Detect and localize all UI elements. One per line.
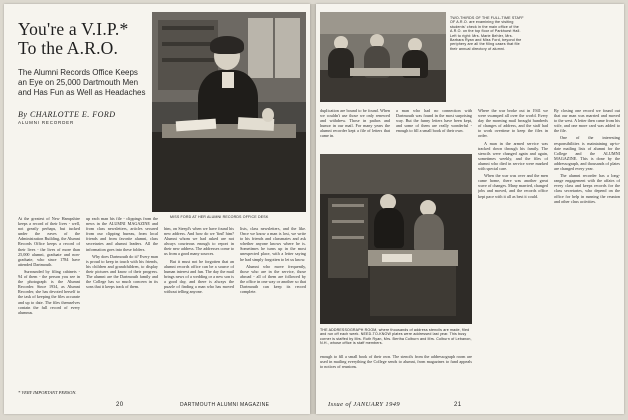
right-top-photo-caption: TWO-THIRDS OF THE FULL-TIME STAFF OF A.R.O. are examining the visiting students' check in the main office of the A.R.O. on the top floor of Parkhurst Hall. Left to right: Mrs. Marie Behler, Mrs. Barbara Ryan and Miss Ford, beyond the periphery are all the filing cases that file their annual directory of alumni.	[450, 16, 524, 51]
right-page-number: 21	[454, 402, 462, 408]
paragraph: By closing one record we found out that our man was married and moved to the west. A letter then came from his wife, and one more card was added to the file.	[554, 108, 620, 134]
left-magazine-name: DARTMOUTH ALUMNI MAGAZINE	[180, 402, 270, 408]
body-column-5	[320, 108, 390, 150]
body-column-2	[86, 216, 158, 388]
body-column-1	[18, 216, 80, 388]
body-column-6	[396, 108, 472, 150]
paragraph: A man in the armed service was tracked down through his family. The stencils were changed again and again, sometimes weekly, and the files of alumni who died in service were marked with special care.	[478, 140, 548, 172]
article-byline: By CHARLOTTE E. FORD	[18, 110, 116, 119]
article-title: You're a V.I.P.* To the A.R.O.	[18, 19, 129, 58]
paragraph: a man who had no connection with Dartmouth was found in the most surprising way. But the funny letters have been kept, and some of them are really wonderful - enough to fill a small book of their own.	[396, 108, 472, 134]
left-page	[4, 4, 310, 414]
body-column-7	[478, 108, 548, 388]
article-subtitle: The Alumni Records Office Keeps an Eye on 25,000 Dartmouth Men and Has Fun as Well as Headaches	[18, 68, 146, 97]
paragraph: The alumni recorder has a long-range engagement with the affairs of every class and keeps records for the class secretaries, who depend on the office for help in running the reunion and other class activities.	[554, 173, 620, 204]
paragraph: enough to fill a small book of their own. The stencils from the addressograph room are used in mailing everything the College sends to alumni, from magazines to fund appeals to notices of reunions.	[320, 354, 472, 370]
paragraph: Surrounded by filing cabinets - 94 of them - the person you see in the photograph is the Alumni Recorder. Since 1934, as Alumni Recorder, she has devoted herself to the task of keeping the files accurate and up to date. The files themselves contain the full record of every alumnus.	[18, 268, 80, 315]
recorder-desk-photo	[152, 12, 306, 212]
paragraph: lists, class newsletters, and the like. Once we know a man is lost, we write to his friends and classmates and ask whether anyone knows where he is. Sometimes he turns up in the most unexpected place, with a letter saying he had simply forgotten to let us know.	[240, 226, 306, 262]
paragraph: duplication are bound to be found. When we couldn't use those we only renewed and withdrew. Those in pathos and humor in our mail. For many years the alumni recorder kept a file of letters that came in.	[320, 108, 390, 139]
paragraph: Alumni who move frequently, those who are in the service, those abroad - all of them are followed by the office in one way or another so that Dartmouth can keep its record complete.	[240, 263, 306, 295]
byline-role: ALUMNI RECORDER	[18, 120, 75, 125]
body-column-3	[164, 226, 234, 388]
paragraph: up each man his file - clippings from the news in the ALUMNI MAGAZINE and from class newsletters, articles secured from our clipping bureau, from local friends and from favorite alumni, class secretaries and alumni leaders. All the information goes into these folders.	[86, 216, 158, 252]
paragraph: But it must not be forgotten that an alumni records office can be a source of human interest and fun. The day the mail brings news of a wedding or a new son is a good day, and there is always the puzzle of finding a man who has moved without telling anyone.	[164, 258, 234, 295]
paragraph: Where the war broke out in 1941 we were swamped all over the world. Every day the morning mail brought hundreds of changes of address, and the staff had to work overtime to keep the files in order.	[478, 108, 548, 139]
issue-date: Issue of JANUARY 1949	[328, 401, 401, 408]
paragraph: One of the interesting responsibilities is maintaining up-to-date mailing lists of alumni for the College and the ALUMNI MAGAZINE. This is done by the addressograph, and thousands of plates are changed every year.	[554, 135, 620, 172]
footnote: * VERY IMPORTANT PERSON.	[18, 390, 77, 395]
paragraph: him, on Steepl's when we have found his new address. And how do we 'find' him? Alumni whom we had asked are not always courteous enough to report in their new address. The addresses come to us from a good many sources.	[164, 226, 234, 257]
right-mid-photo-caption: THE ADDRESSOGRAPH ROOM, where thousands of address stencils are made, filed and run off each week. NEED-TO-KNOW plates were addressed last year. This busy corner is staffed by Mrs. Ruth Ryan, Mrs. Bertha Colburn and Mrs. Colburn of Lebanon, N.H., whose office is staff members.	[320, 328, 472, 346]
staff-office-photo	[320, 12, 446, 102]
title-block	[18, 20, 146, 125]
left-page-number: 20	[116, 402, 124, 408]
paragraph: When the war was over and the men came home, there was another great wave of changes. Many married, changed jobs and moved, and the records office kept pace with it all as best it could.	[478, 173, 548, 199]
left-photo-caption: MISS FORD AT HER ALUMNI RECORDS OFFICE DESK	[170, 215, 269, 219]
addressograph-room-photo	[320, 154, 472, 324]
body-column-4	[240, 226, 306, 388]
body-column-8	[554, 108, 620, 388]
paragraph: At the greatest of New Hampshire keeps a record of their lives - well, not greatly perhaps, but tucked under the eaves of the Administration Building, the Alumni Records Office keeps a record of their lives - the lives of more than 25,000 alumni, graduate and non-graduate, who since 1784 have attended Dartmouth.	[18, 216, 80, 267]
body-column-9	[320, 354, 472, 388]
right-page	[316, 4, 624, 414]
paragraph: Why does Dartmouth do it? Every man is proud to keep in touch with his friends, his children and grandchildren, to display their pictures and know of their progress. The alumni are the Dartmouth family and the College has so much concern in its sons that it keeps track of them.	[86, 253, 158, 290]
